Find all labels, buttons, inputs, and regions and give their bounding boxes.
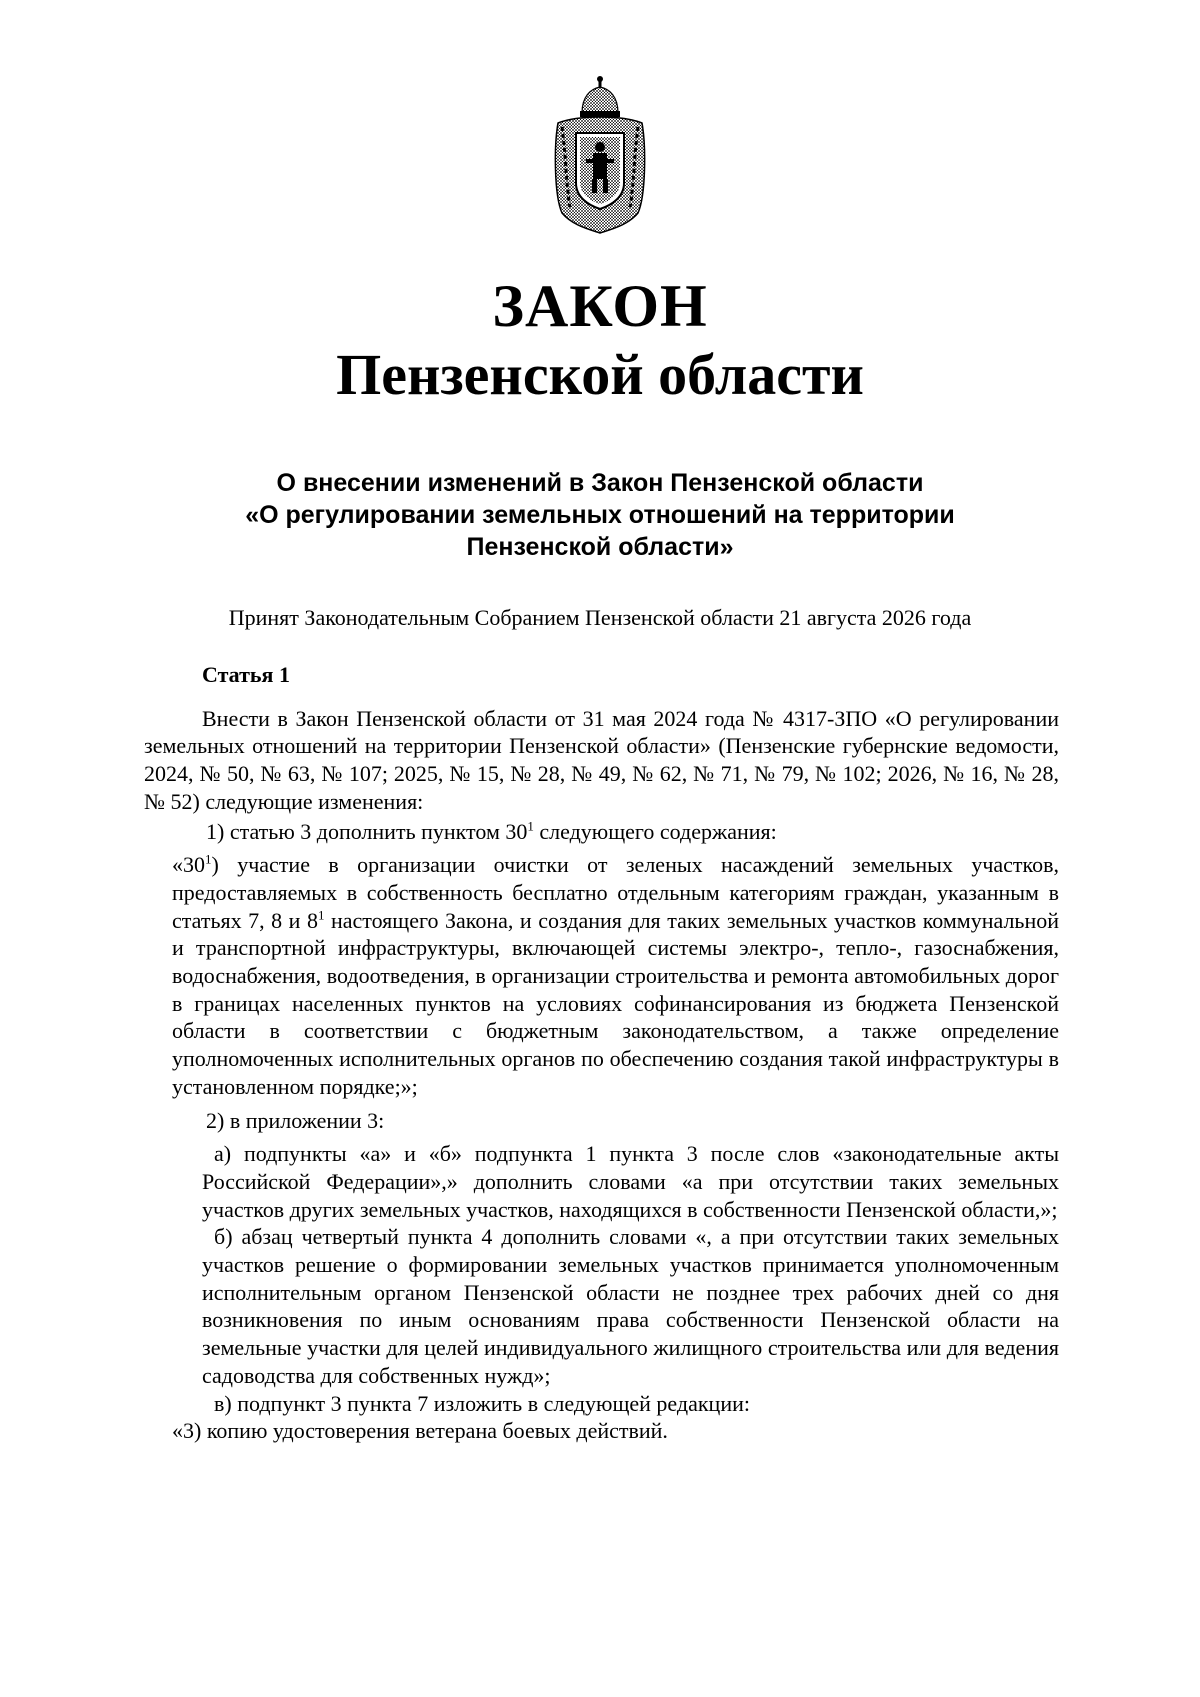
law-title: ЗАКОН [492, 273, 708, 339]
article-heading: Статья 1 [202, 662, 290, 687]
item-1-text: 1) статью 3 дополнить пунктом 30 [206, 818, 528, 844]
quote-1-part-1: «30 [172, 852, 205, 878]
adoption-note: Принят Законодательным Собранием Пензенской области 21 августа 2026 года [228, 605, 972, 630]
law-body [144, 661, 1059, 1445]
item-1-superscript: 1 [527, 818, 534, 834]
subject-line-3: Пензенской области» [466, 533, 734, 561]
quote-1-part-2: ) участие в организации очистки от зеленых насаждений земельных участков, предоставляемых в собственность бесплатно отдельным категориям граждан, указанным в статьях 7, 8 и 8 [172, 852, 1059, 933]
quote-1-superscript-1: 1 [205, 851, 212, 867]
coat-of-arms-emblem [548, 75, 652, 235]
subitem-a: а) подпункты «а» и «б» подпункта 1 пункта 3 после слов «законодательные акты Российской Федерации»,» дополнить словами «а при отсутствии таких земельных участков других земельных участков, находящихся в собственности Пензенской области,»; [202, 1141, 1059, 1222]
subitem-b: б) абзац четвертый пункта 4 дополнить словами «, а при отсутствии таких земельных участков решение о формировании земельных участков принимается уполномоченным исполнительным органом Пензенской области не позднее трех рабочих дней со дня возникновения по иным основаниям права собственности Пензенской области на земельные участки для целей индивидуального жилищного строительства или для ведения садоводства для собственных нужд»; [202, 1224, 1059, 1388]
quoted-point-30-1 [144, 851, 1059, 1100]
quote-1-part-3: настоящего Закона, и создания для таких земельных участков коммунальной и транспортной инфраструктуры, включающей системы электро-, тепло-, газоснабжения, водоснабжения, водоотведения, в организации строительства и ремонта автомобильных дорог в границах населенных пунктов на условиях софинансирования из бюджета Пензенской области в соответствии с бюджетным законодательством, а также определение уполномоченных исполнительных органов по обеспечению создания такой инфраструктуры в установленном порядке;»; [172, 907, 1060, 1099]
subject-line-1: О внесении изменений в Закон Пензенской области [276, 469, 924, 497]
law-region-title: Пензенской области [336, 342, 864, 407]
law-subject-heading [150, 467, 1050, 563]
amendment-item-2: 2) в приложении 3: [206, 1107, 385, 1133]
amendment-item-1 [144, 818, 1059, 846]
item-1-text-end: следующего содержания: [533, 818, 777, 844]
subitem-v: в) подпункт 3 пункта 7 изложить в следующей редакции: [214, 1390, 750, 1416]
quoted-subpoint-3: «3) копию удостоверения ветерана боевых действий. [172, 1418, 668, 1444]
article-intro-paragraph: Внести в Закон Пензенской области от 31 мая 2024 года № 4317-ЗПО «О регулировании земельных отношений на территории Пензенской области» (Пензенские губернские ведомости, 2024, № 50, № 63, № 107; 2025, № 15, № 28, № 49, № 62, № 71, № 79, № 102; 2026, № 16, № 28, № 52) следующие изменения: [144, 705, 1059, 814]
subject-line-2: «О регулировании земельных отношений на территории [245, 501, 955, 529]
quote-1-superscript-2: 1 [317, 907, 325, 923]
